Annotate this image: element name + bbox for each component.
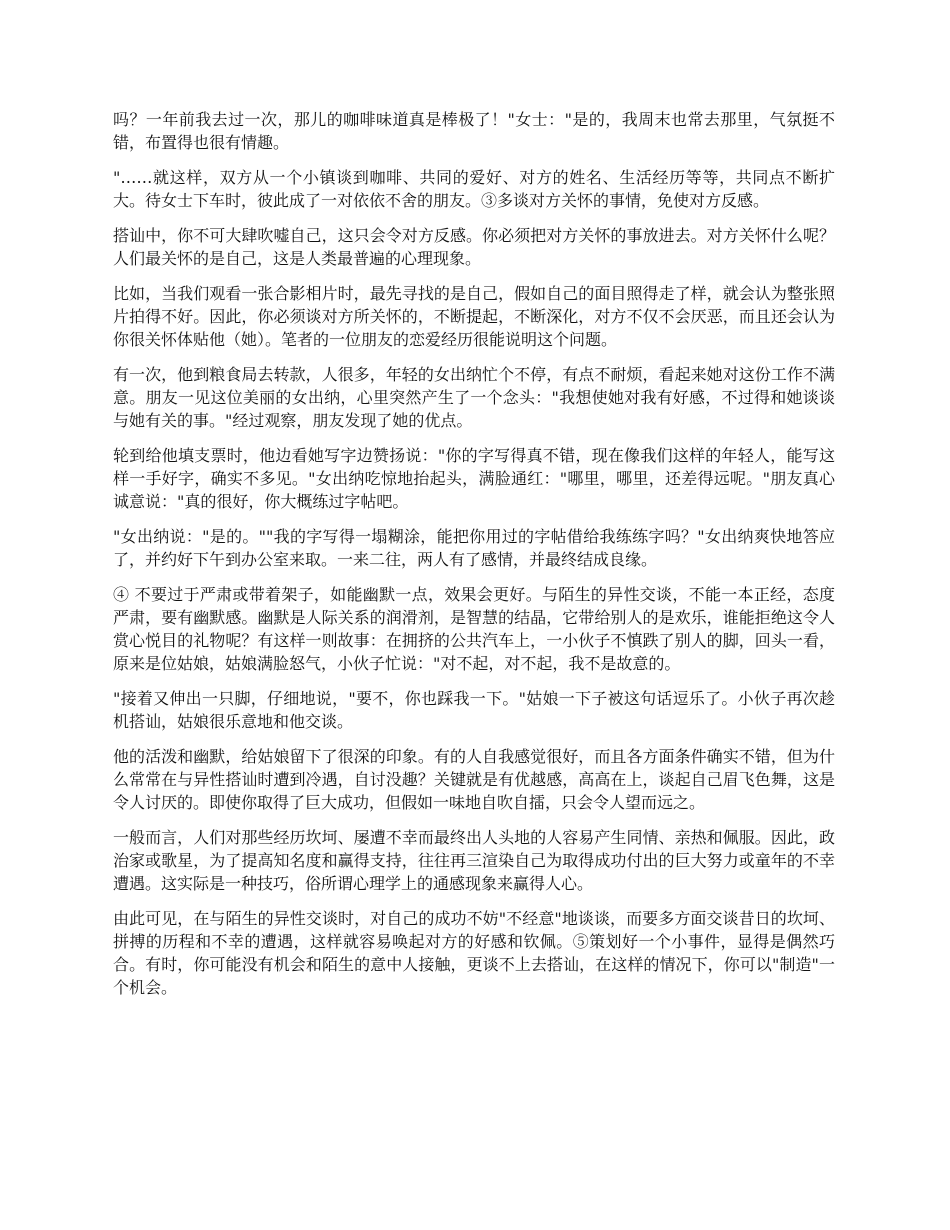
paragraph: 由此可见，在与陌生的异性交谈时，对自己的成功不妨"不经意"地谈谈，而要多方面交谈昔日的坎坷、拼搏的历程和不幸的遭遇，这样就容易唤起对方的好感和钦佩。⑤策划好一个小事件，显得是偶然巧合。有时，你可能没有机会和陌生的意中人接触，更谈不上去搭讪，在这样的情况下，你可以"制造"一个机会。 [113,909,835,997]
paragraph: 搭讪中，你不可大肆吹嘘自己，这只会令对方反感。你必须把对方关怀的事放进去。对方关怀什么呢？人们最关怀的是自己，这是人类最普遍的心理现象。 [113,226,835,268]
paragraph: 他的活泼和幽默，给姑娘留下了很深的印象。有的人自我感觉很好，而且各方面条件确实不错，但为什么常常在与异性搭讪时遭到冷遇，自讨没趣？关键就是有优越感，高高在上，谈起自己眉飞色舞，这是令人讨厌的。即使你取得了巨大成功，但假如一味地自吹自擂，只会令人望而远之。 [113,747,835,812]
paragraph: "……就这样，双方从一个小镇谈到咖啡、共同的爱好、对方的姓名、生活经历等等，共同点不断扩大。待女士下车时，彼此成了一对依依不舍的朋友。③多谈对方关怀的事情，免使对方反感。 [113,168,835,210]
paragraph: 比如，当我们观看一张合影相片时，最先寻找的是自己，假如自己的面目照得走了样，就会认为整张照片拍得不好。因此，你必须谈对方所关怀的，不断提起，不断深化，对方不仅不会厌恶，而且还会认为你很关怀体贴他（她）。笔者的一位朋友的恋爱经历很能说明这个问题。 [113,284,835,349]
document-body [113,108,835,1011]
paragraph: "女出纳说："是的。""我的字写得一塌糊涂，能把你用过的字帖借给我练练字吗？"女出纳爽快地答应了，并约好下午到办公室来取。一来二往，两人有了感情，并最终结成良缘。 [113,527,835,569]
paragraph: 吗？一年前我去过一次，那儿的咖啡味道真是棒极了！"女士："是的，我周末也常去那里，气氛挺不错，布置得也很有情趣。 [113,110,835,152]
paragraph: 有一次，他到粮食局去转款，人很多，年轻的女出纳忙个不停，有点不耐烦，看起来她对这份工作不满意。朋友一见这位美丽的女出纳，心里突然产生了一个念头："我想使她对我有好感，不过得和她谈谈与她有关的事。"经过观察，朋友发现了她的优点。 [113,365,835,430]
paragraph: "接着又伸出一只脚，仔细地说，"要不，你也踩我一下。"姑娘一下子被这句话逗乐了。小伙子再次趁机搭讪，姑娘很乐意地和他交谈。 [113,689,835,731]
paragraph: ④ 不要过于严肃或带着架子，如能幽默一点，效果会更好。与陌生的异性交谈，不能一本正经，态度严肃，要有幽默感。幽默是人际关系的润滑剂，是智慧的结晶，它带给别人的是欢乐，谁能拒绝这令人赏心悦目的礼物呢？有这样一则故事：在拥挤的公共汽车上，一小伙子不慎跌了别人的脚，回头一看，原来是位姑娘，姑娘满脸怒气，小伙子忙说："对不起，对不起，我不是故意的。 [113,585,835,673]
paragraph: 一般而言，人们对那些经历坎坷、屡遭不幸而最终出人头地的人容易产生同情、亲热和佩服。因此，政治家或歌星，为了提高知名度和赢得支持，往往再三渲染自己为取得成功付出的巨大努力或童年的不幸遭遇。这实际是一种技巧，俗所谓心理学上的通感现象来赢得人心。 [113,828,835,893]
paragraph: 轮到给他填支票时，他边看她写字边赞扬说："你的字写得真不错，现在像我们这样的年轻人，能写这样一手好字，确实不多见。"女出纳吃惊地抬起头，满脸通红："哪里，哪里，还差得远呢。"朋友真心诚意说："真的很好，你大概练过字帖吧。 [113,446,835,511]
